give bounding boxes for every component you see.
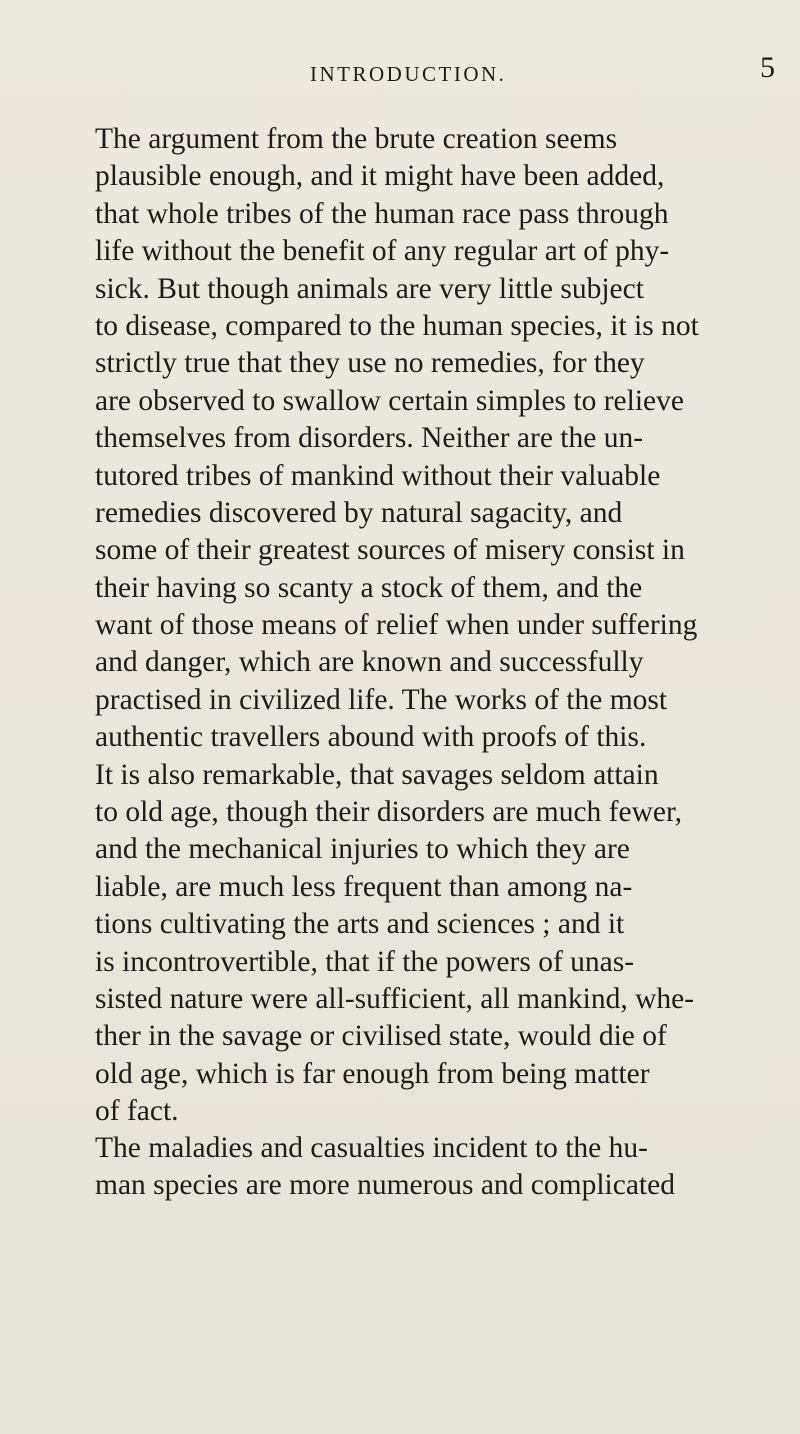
- text-line: life without the benefit of any regular art of phy-: [95, 235, 670, 268]
- text-line: sisted nature were all-sufficient, all mankind, whe-: [95, 982, 695, 1015]
- text-line: sick. But though animals are very little subject: [95, 272, 644, 305]
- text-line: strictly true that they use no remedies, for they: [95, 347, 645, 380]
- text-line: is incontrovertible, that if the powers of unas-: [95, 945, 635, 978]
- text-line: remedies discovered by natural sagacity, and: [95, 496, 623, 529]
- text-line: liable, are much less frequent than among na-: [95, 870, 633, 903]
- text-line: The argument from the brute creation seems: [95, 123, 618, 155]
- paragraph-2: [95, 1130, 785, 1205]
- running-head: [0, 52, 800, 92]
- text-line: ther in the savage or civilised state, would die of: [95, 1020, 667, 1053]
- text-line: practised in civilized life. The works of the most: [95, 683, 668, 716]
- page-number: 5: [760, 51, 775, 84]
- text-line: and the mechanical injuries to which they are: [95, 833, 630, 866]
- text-line: It is also remarkable, that savages seldom attain: [95, 758, 659, 791]
- text-line: themselves from disorders. Neither are the un-: [95, 422, 644, 455]
- text-line: and danger, which are known and successfully: [95, 646, 644, 679]
- text-line: want of those means of relief when under suffering: [95, 609, 698, 642]
- text-line: that whole tribes of the human race pass through: [95, 197, 669, 230]
- text-line: some of their greatest sources of misery consist in: [95, 534, 685, 567]
- running-title: INTRODUCTION.: [310, 62, 507, 86]
- text-line: man species are more numerous and complicated: [95, 1169, 675, 1202]
- text-line: tutored tribes of mankind without their valuable: [95, 459, 661, 492]
- text-line: The maladies and casualties incident to the hu-: [95, 1132, 648, 1164]
- text-line: of fact.: [95, 1095, 179, 1128]
- text-line: to old age, though their disorders are much fewer,: [95, 796, 682, 829]
- text-line: to disease, compared to the human species, it is not: [95, 309, 699, 342]
- text-line: old age, which is far enough from being matter: [95, 1057, 650, 1090]
- text-line: plausible enough, and it might have been added,: [95, 160, 665, 193]
- text-line: tions cultivating the arts and sciences ; and it: [95, 908, 625, 941]
- paragraph-1: [95, 121, 785, 1131]
- text-line: authentic travellers abound with proofs of this.: [95, 721, 647, 754]
- text-line: their having so scanty a stock of them, and the: [95, 571, 643, 604]
- text-line: are observed to swallow certain simples to relieve: [95, 384, 684, 417]
